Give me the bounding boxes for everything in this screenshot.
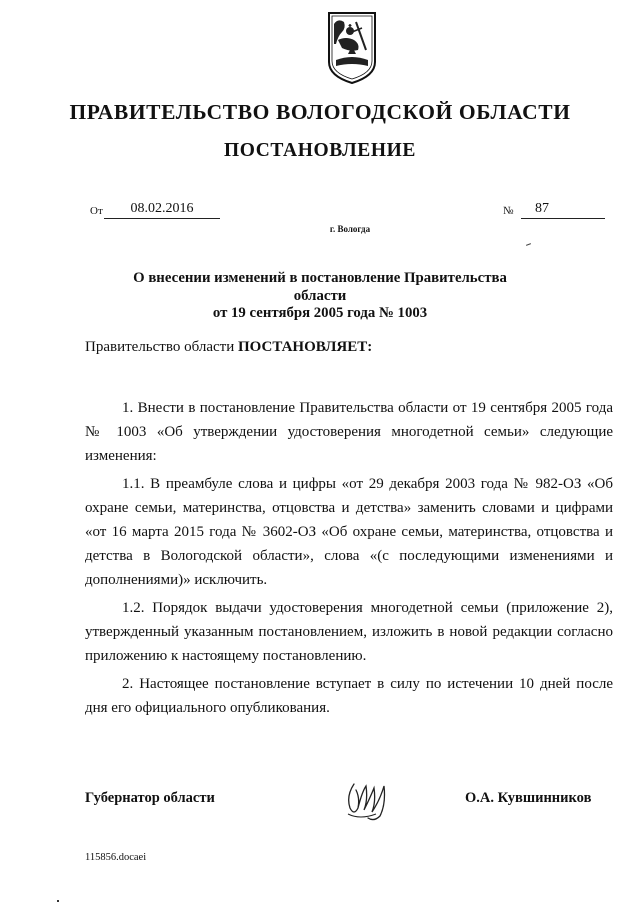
paragraph-1-1: 1.1. В преамбуле слова и цифры «от 29 декабря 2003 года № 982-ОЗ «Об охране семьи, материнства, отцовства и детства» заменить словами и цифрами «от 16 марта 2015 года № 3602-ОЗ «Об охране семьи, материнства, отцовства и детства в Вологодской области», слова «(с последующими изменениями и дополнениями)» исключить. — [85, 476, 613, 588]
preamble-text: Правительство области — [85, 339, 238, 355]
file-reference: 115856.docaei — [85, 852, 147, 863]
document-body — [85, 396, 613, 720]
preamble — [85, 339, 372, 356]
document-subject — [120, 270, 520, 323]
document-number: 87 — [521, 200, 605, 219]
subject-line-1: О внесении изменений в постановление Правительства области — [133, 270, 507, 304]
government-title: ПРАВИТЕЛЬСТВО ВОЛОГОДСКОЙ ОБЛАСТИ — [69, 100, 571, 124]
number-label: № — [503, 205, 514, 217]
signatory-name: О.А. Кувшинников — [465, 790, 592, 806]
paragraph-2: 2. Настоящее постановление вступает в силу по истечении 10 дней после дня его официального опубликования. — [85, 676, 613, 716]
date-label: От — [90, 205, 103, 217]
preamble-emphasis: ПОСТАНОВЛЯЕТ: — [237, 339, 373, 355]
city-name: г. Вологда — [329, 224, 371, 234]
coat-of-arms-icon — [326, 10, 378, 86]
handwritten-signature — [340, 778, 396, 822]
subject-line-2: от 19 сентября 2005 года № 1003 — [212, 305, 428, 321]
document-type: ПОСТАНОВЛЕНИЕ — [223, 140, 417, 161]
document-date: 08.02.2016 — [104, 200, 220, 219]
signatory-position: Губернатор области — [85, 790, 215, 806]
paragraph-1: 1. Внести в постановление Правительства области от 19 сентября 2005 года № 1003 «Об утверждении удостоверения многодетной семьи» следующие изменения: — [85, 400, 613, 464]
stray-mark — [526, 243, 531, 246]
paragraph-1-2: 1.2. Порядок выдачи удостоверения многодетной семьи (приложение 2), утвержденный указанным постановлением, изложить в новой редакции согласно приложению к настоящему постановлению. — [85, 600, 613, 664]
stray-dot — [57, 900, 59, 902]
